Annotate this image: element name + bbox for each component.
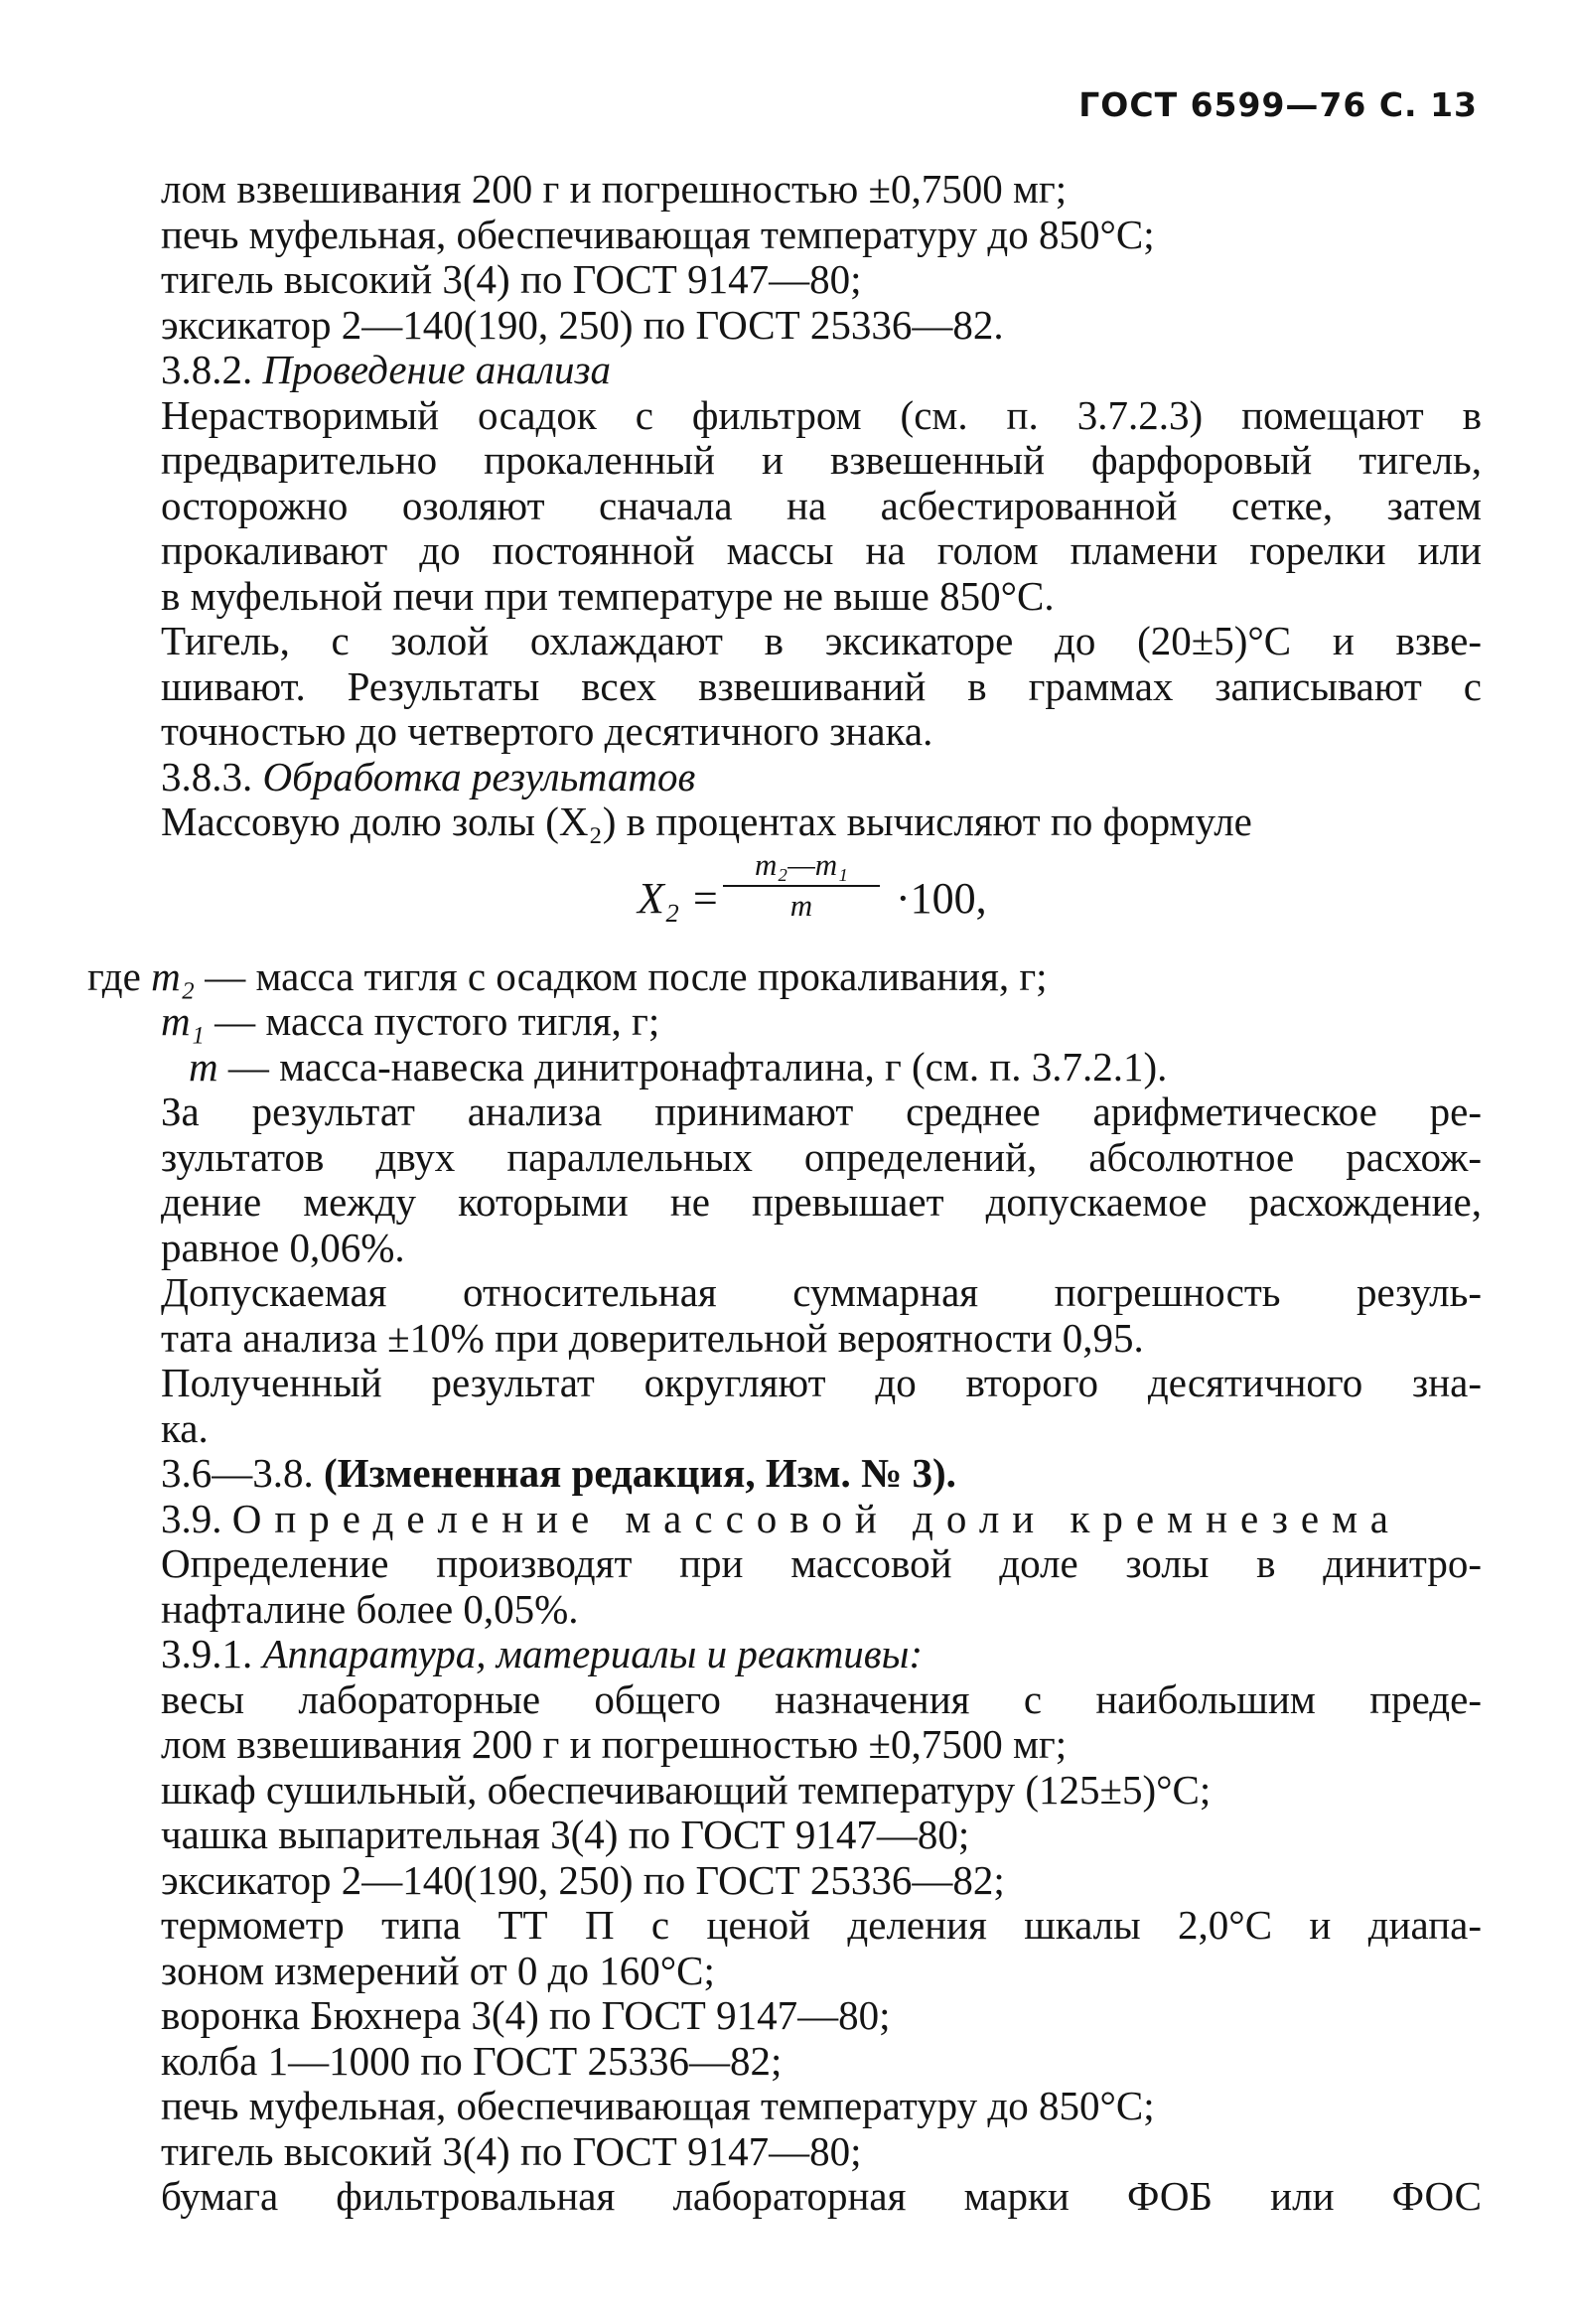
section-heading [161, 348, 1482, 393]
text-line: в муфельной печи при температуре не выше 850°С. [161, 573, 1055, 619]
where-line [87, 954, 1482, 1000]
section-number: 3.9. [161, 1496, 222, 1541]
text-line: тигель высокий 3(4) по ГОСТ 9147—80; [161, 2128, 862, 2174]
where-text: — масса тигля с осадком после прокаливания, г; [205, 953, 1048, 999]
text-line: Нерастворимый осадок с фильтром (см. п. 3.7.2.3) помещают в [161, 392, 1482, 438]
section-title: Аппаратура, материалы и реактивы: [262, 1632, 924, 1676]
text-line: эксикатор 2—140(190, 250) по ГОСТ 25336—82; [161, 1857, 1005, 1903]
text-line: дение между которыми не превышает допускаемое расхождение, [161, 1180, 1482, 1225]
text-line: Тигель, с золой охлаждают в эксикаторе до (20±5)°С и взве- [161, 619, 1482, 663]
text-line: шкаф сушильный, обеспечивающий температуру (125±5)°С; [161, 1767, 1212, 1813]
formula-lhs: X₂ = [638, 873, 720, 923]
text-line: Допускаемая относительная суммарная погрешность резуль- [161, 1270, 1482, 1315]
text-line: предварительно прокаленный и взвешенный фарфоровый тигель, [161, 438, 1482, 483]
section-heading [161, 755, 1482, 800]
text-line: эксикатор 2—140(190, 250) по ГОСТ 25336—82. [161, 302, 1004, 348]
text-line: чашка выпарительная 3(4) по ГОСТ 9147—80; [161, 1813, 970, 1857]
formula-rhs: ·100, [896, 873, 987, 923]
formula-numerator: m₂—m₁ [755, 846, 848, 882]
page-header: ГОСТ 6599—76 С. 13 [1078, 85, 1478, 124]
text-line: лом взвешивания 200 г и погрешностью ±0,7500 мг; [161, 1722, 1068, 1767]
text-line: зоном измерений от 0 до 160°С; [161, 1948, 715, 1993]
text-line: За результат анализа принимают среднее арифметическое ре- [161, 1089, 1482, 1134]
where-text: — масса-навеска динитронафталина, г (см. п. 3.7.2.1). [227, 1044, 1168, 1089]
formula-fraction [717, 847, 886, 923]
text-line: термометр типа ТТ П с ценой деления шкалы 2,0°С и диапа- [161, 1903, 1482, 1948]
where-symbol: m₂ [151, 953, 195, 999]
text-column [87, 167, 1482, 2220]
text-line: тата анализа ±10% при доверительной вероятности 0,95. [161, 1315, 1144, 1361]
text-line: Полученный результат округляют до второго десятичного зна- [161, 1361, 1482, 1405]
where-text: — масса пустого тигля, г; [214, 999, 660, 1044]
section-title: Определение массовой доли кремнезема [231, 1496, 1401, 1541]
text-line: тигель высокий 3(4) по ГОСТ 9147—80; [161, 257, 862, 302]
amendment-text: (Измененная редакция, Изм. № 3). [324, 1451, 956, 1496]
text-line: точностью до четвертого десятичного знака. [161, 709, 933, 754]
where-line [161, 1045, 1482, 1090]
text-line: нафталине более 0,05%. [161, 1586, 579, 1632]
text-line: Определение производят при массовой доле золы в динитро- [161, 1541, 1482, 1586]
text-line: шивают. Результаты всех взвешиваний в граммах записывают с [161, 663, 1482, 709]
text-line: зультатов двух параллельных определений, абсолютное расхож- [161, 1134, 1482, 1180]
section-number: 3.8.2. [161, 348, 253, 392]
text-line: ка. [161, 1405, 209, 1451]
formula [161, 845, 1482, 954]
section-title: Обработка результатов [262, 754, 696, 799]
text-line: осторожно озоляют сначала на асбестированной сетке, затем [161, 483, 1482, 528]
section-heading [161, 1497, 1482, 1542]
section-number: 3.8.3. [161, 754, 253, 799]
section-heading [161, 1632, 1482, 1677]
text-line: воронка Бюхнера 3(4) по ГОСТ 9147—80; [161, 1993, 891, 2038]
fraction-bar [723, 885, 880, 887]
formula-denominator: m [789, 887, 813, 923]
text-line: Массовую долю золы (X₂) в процентах вычисляют по формуле [161, 799, 1252, 844]
text-line: колба 1—1000 по ГОСТ 25336—82; [161, 2038, 783, 2084]
where-symbol: m [189, 1044, 218, 1089]
text-line: равное 0,06%. [161, 1225, 405, 1270]
section-title: Проведение анализа [262, 348, 612, 392]
text-line: прокаливают до постоянной массы на голом пламени горелки или [161, 528, 1482, 573]
amendment-note [161, 1451, 1482, 1497]
amendment-range: 3.6—3.8. [161, 1451, 314, 1496]
section-number: 3.9.1. [161, 1632, 253, 1676]
where-lead: где [87, 953, 141, 999]
where-line [161, 999, 1482, 1045]
where-symbol: m₁ [161, 999, 205, 1044]
text-line: лом взвешивания 200 г и погрешностью ±0,7500 мг; [161, 167, 1068, 212]
text-line: бумага фильтровальная лабораторная марки ФОБ или ФОС [161, 2174, 1482, 2219]
text-line: печь муфельная, обеспечивающая температуру до 850°С; [161, 2084, 1155, 2128]
text-line: печь муфельная, обеспечивающая температуру до 850°С; [161, 212, 1155, 257]
text-line: весы лабораторные общего назначения с наибольшим преде- [161, 1676, 1482, 1722]
